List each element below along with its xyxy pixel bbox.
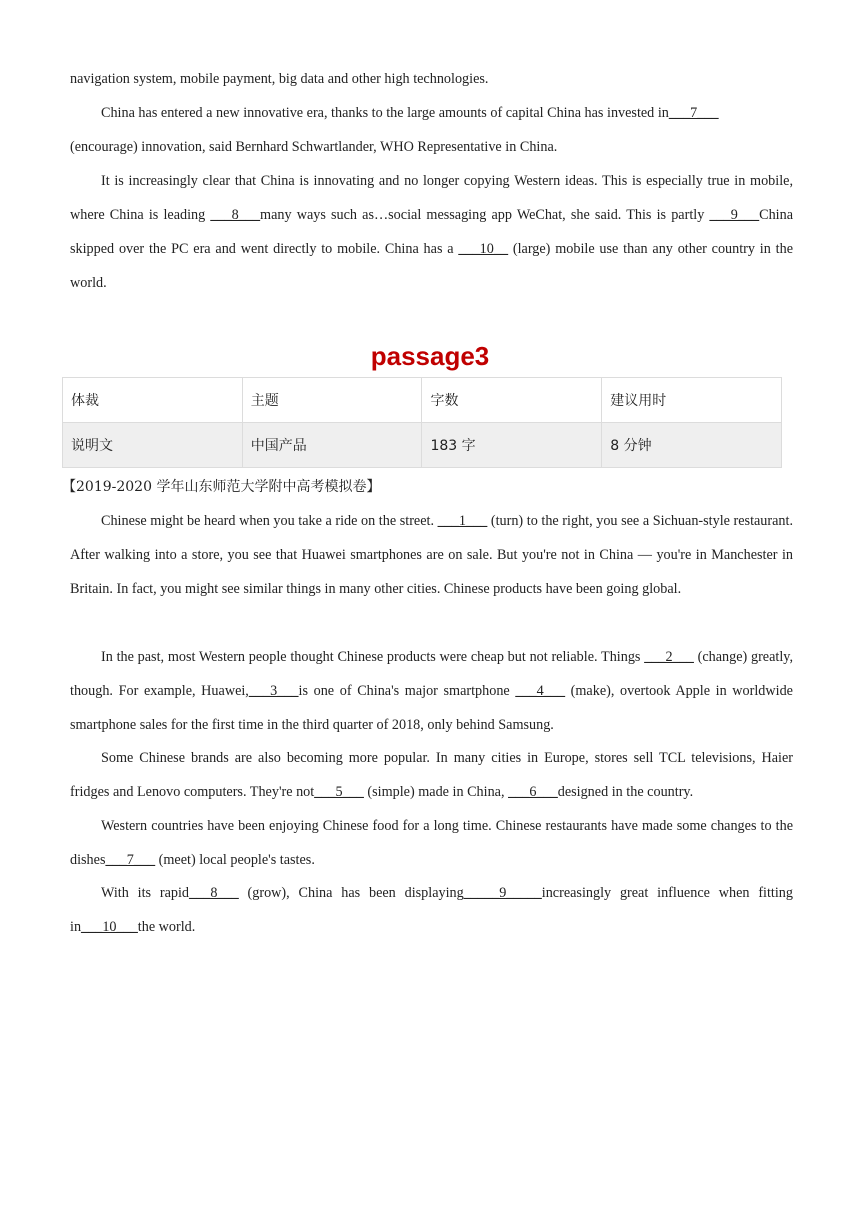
blank-2: ___2___ (644, 649, 694, 665)
text: It is increasingly clear that China is innovating and no longer copying Western ideas. This is especially true in mobile, where China is leading (70, 173, 793, 223)
text: (make), overtook Apple in worldwide smartphone sales for the first time in the third quarter of 2018, only behind Samsung. (70, 683, 793, 733)
text: navigation system, mobile payment, big data and other high technologies. (70, 71, 489, 87)
passage-title: passage3 (370, 341, 490, 371)
blank-6: ___6___ (508, 784, 558, 800)
table-cell: 183 字 (422, 423, 602, 468)
blank-8: ___8___ (210, 207, 261, 223)
table-cell: 说明文 (63, 423, 243, 468)
blank-9: ___9___ (709, 207, 760, 223)
text: the world. (137, 919, 196, 935)
text: (meet) local people's tastes. (155, 852, 315, 868)
blank-9: _____9_____ (463, 885, 542, 901)
info-table (62, 377, 782, 468)
blank-10: ___10__ (458, 241, 509, 257)
text: With its rapid (101, 885, 190, 901)
blank-1: ___1___ (437, 513, 488, 529)
paragraph-p1 (70, 96, 793, 164)
table-cell: 体裁 (63, 378, 243, 423)
paragraph-p3-3 (70, 741, 793, 809)
source-line: 【2019-2020 学年山东师范大学附中高考模拟卷】 (62, 479, 381, 495)
text: increasingly great influence when fitting in (70, 885, 793, 935)
paragraph-p3-2 (70, 640, 793, 742)
text: designed in the country. (557, 784, 694, 800)
blank-4: ___4___ (515, 683, 566, 699)
text: (simple) made in China, (363, 784, 509, 800)
text: many ways such as…social messaging app WeChat, she said. This is partly (260, 207, 710, 223)
paragraph-p3-4 (70, 809, 793, 877)
paragraph-p0 (70, 62, 793, 96)
text: (change) greatly, though. For example, Huawei, (70, 649, 794, 699)
text: In the past, most Western people thought Chinese products were cheap but not reliable. Things (101, 649, 645, 665)
table-cell: 中国产品 (242, 423, 422, 468)
text: China skipped over the PC era and went directly to mobile. China has a (70, 207, 793, 257)
text: (large) mobile use than any other country in the world. (70, 241, 793, 291)
blank-8: ___8___ (189, 885, 239, 901)
text: (grow), China has been displaying (238, 885, 464, 901)
blank-3: ___3___ (248, 683, 299, 699)
blank-7: ___7___ (668, 105, 719, 121)
table-row (63, 423, 782, 468)
table-cell: 8 分钟 (602, 423, 782, 468)
paragraph-p2 (70, 164, 793, 300)
blank-10: ___10___ (81, 919, 138, 935)
text: Western countries have been enjoying Chinese food for a long time. Chinese restaurants have made some changes to the dishes (70, 818, 793, 868)
blank-5: ___5___ (314, 784, 364, 800)
table-header-row (63, 378, 782, 423)
paragraph-p3-5 (70, 876, 793, 944)
text: Some Chinese brands are also becoming more popular. In many cities in Europe, stores sell TCL televisions, Haier fridges and Lenovo computers. They're not (70, 750, 793, 800)
table-cell: 字数 (422, 378, 602, 423)
text: Chinese might be heard when you take a ride on the street. (101, 513, 438, 529)
blank-7: ___7___ (105, 852, 156, 868)
text: is one of China's major smartphone (298, 683, 516, 699)
table-cell: 主题 (242, 378, 422, 423)
paragraph-p3-1 (70, 504, 793, 606)
text: China has entered a new innovative era, thanks to the large amounts of capital China has invested in (101, 105, 669, 121)
text: (encourage) innovation, said Bernhard Schwartlander, WHO Representative in China. (70, 139, 558, 155)
table-cell: 建议用时 (602, 378, 782, 423)
text: (turn) to the right, you see a Sichuan-style restaurant. After walking into a store, you see that Huawei smartphones are on sale. But you're not in China — you're in Manchester in Britain. In fact, you might see similar things in many other cities. Chinese products have been going global. (70, 513, 794, 597)
